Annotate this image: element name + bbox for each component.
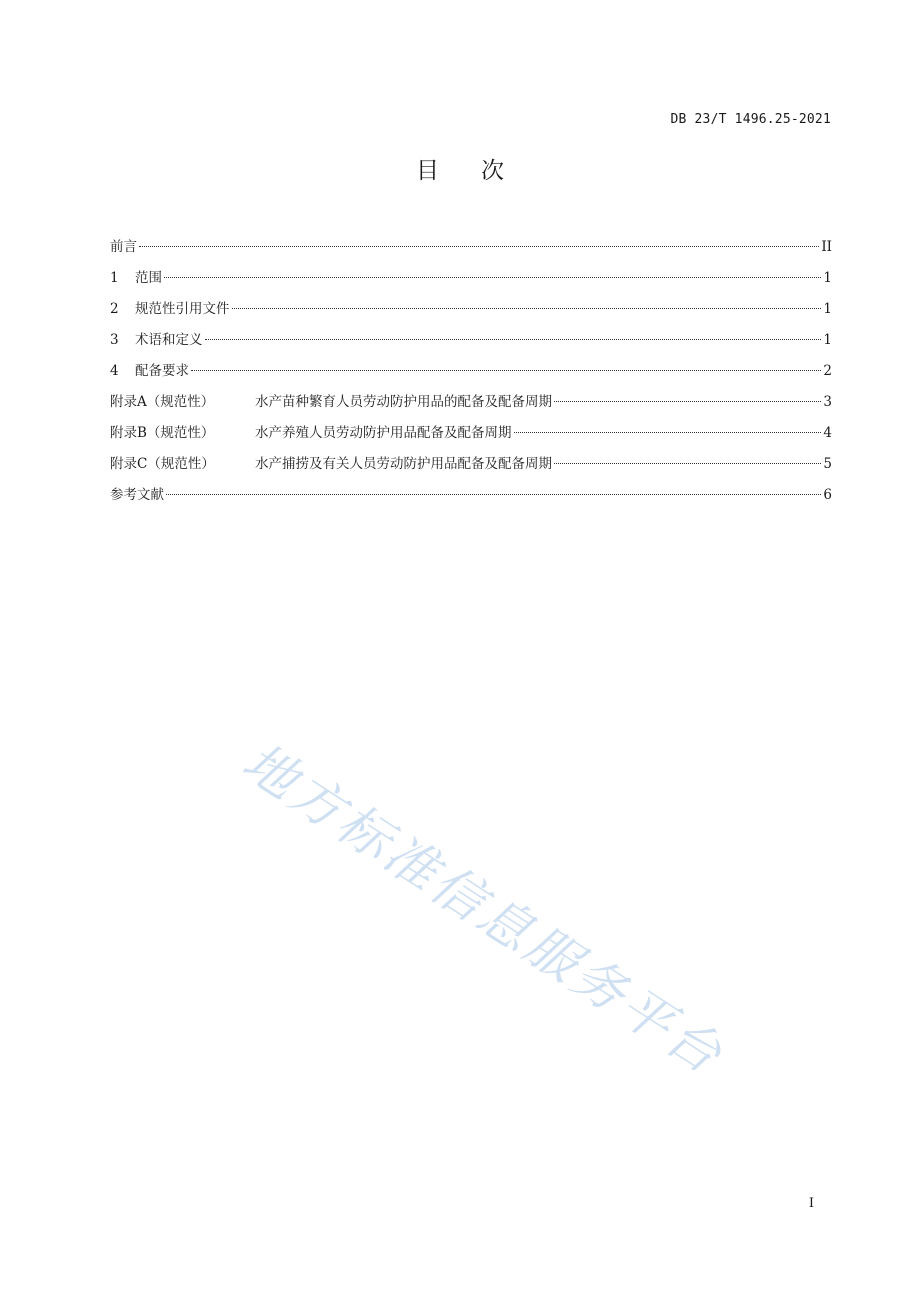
toc-entry-page: 6 xyxy=(823,487,832,503)
toc-entry-label: 前言 xyxy=(110,239,137,255)
toc-leader-dots xyxy=(554,401,821,402)
toc-entry-label: 参考文献 xyxy=(110,487,164,503)
page-number: I xyxy=(808,1196,814,1211)
toc-entry-label: 水产苗种繁育人员劳动防护用品的配备及配备周期 xyxy=(255,394,552,410)
toc-entry-page: 1 xyxy=(823,301,832,317)
toc-entry-page: 2 xyxy=(823,363,832,379)
toc-entry-label: 规范性引用文件 xyxy=(135,301,230,317)
toc-entry-label: 水产养殖人员劳动防护用品配备及配备周期 xyxy=(255,425,512,441)
toc-leader-dots xyxy=(514,432,822,433)
toc-entry-page: 3 xyxy=(823,394,832,410)
toc-entry-label: 水产捕捞及有关人员劳动防护用品配备及配备周期 xyxy=(255,456,552,472)
toc-leader-dots xyxy=(191,370,821,371)
table-of-contents xyxy=(110,236,832,515)
toc-entry-number: 4 xyxy=(110,363,119,379)
toc-leader-dots xyxy=(205,339,822,340)
toc-entry-number: 2 xyxy=(110,301,119,317)
toc-annex-designation: 附录A（规范性） xyxy=(110,394,215,410)
toc-leader-dots xyxy=(166,494,821,495)
toc-entry-label: 范围 xyxy=(135,270,162,286)
toc-entry-terms-definitions[interactable] xyxy=(110,329,832,360)
toc-leader-dots xyxy=(232,308,822,309)
toc-entry-annex-b[interactable] xyxy=(110,422,832,453)
toc-entry-annex-c[interactable] xyxy=(110,453,832,484)
toc-entry-page: 4 xyxy=(823,425,832,441)
toc-entry-number: 3 xyxy=(110,332,119,348)
toc-title: 目次 xyxy=(416,158,546,184)
toc-entry-label: 配备要求 xyxy=(135,363,189,379)
toc-entry-equipment-requirements[interactable] xyxy=(110,360,832,391)
toc-entry-page: 1 xyxy=(823,332,832,348)
toc-entry-scope[interactable] xyxy=(110,267,832,298)
watermark: 地方标准信息服务平台 xyxy=(231,731,735,1088)
toc-entry-number: 1 xyxy=(110,270,119,286)
document-number: DB 23/T 1496.25-2021 xyxy=(670,112,831,127)
toc-leader-dots xyxy=(554,463,821,464)
toc-entry-page: 1 xyxy=(823,270,832,286)
toc-entry-page: II xyxy=(821,239,832,255)
toc-entry-label: 术语和定义 xyxy=(135,332,203,348)
toc-leader-dots xyxy=(164,277,821,278)
toc-entry-foreword[interactable] xyxy=(110,236,832,267)
toc-leader-dots xyxy=(139,246,819,247)
toc-annex-designation: 附录C（规范性） xyxy=(110,456,215,472)
toc-entry-bibliography[interactable] xyxy=(110,484,832,515)
toc-entry-normative-references[interactable] xyxy=(110,298,832,329)
toc-entry-page: 5 xyxy=(823,456,832,472)
toc-entry-annex-a[interactable] xyxy=(110,391,832,422)
toc-annex-designation: 附录B（规范性） xyxy=(110,425,215,441)
